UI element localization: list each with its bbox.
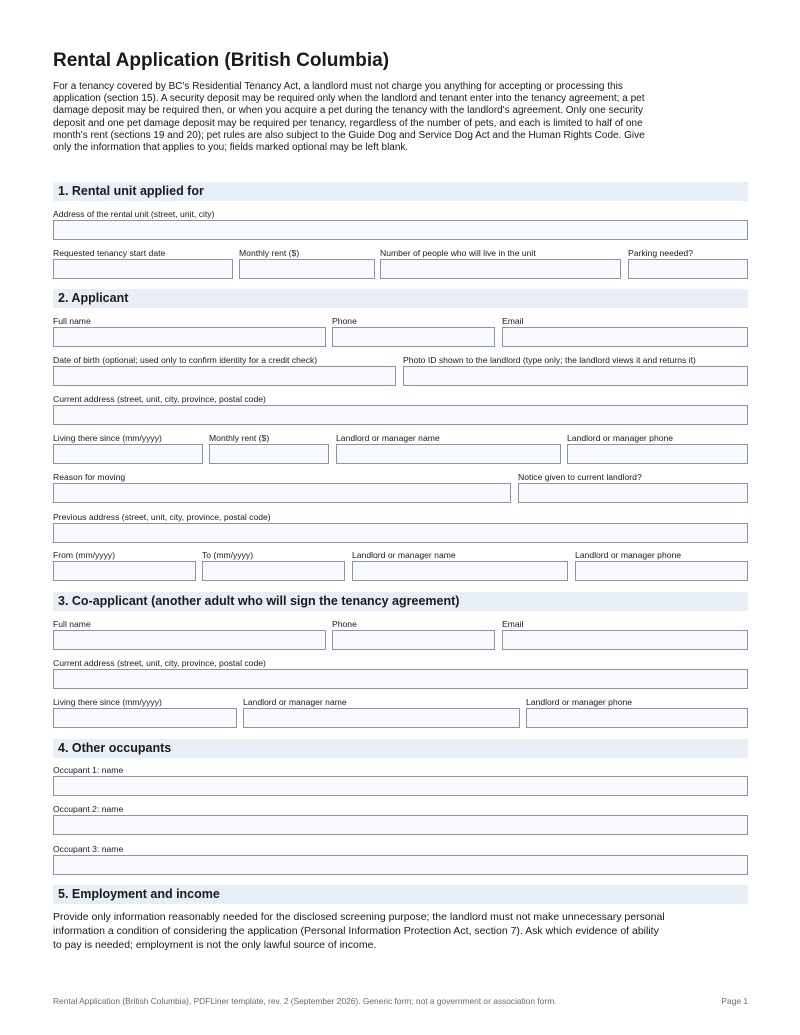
coapplicant-landlord-name-input[interactable] [243,708,520,728]
applicant-phone-field [332,316,495,347]
coapplicant-landlord-name-field [243,697,520,728]
num-people-label: Number of people who will live in the unit [380,248,536,258]
coapplicant-name-label: Full name [53,619,91,629]
section-3-header: 3. Co-applicant (another adult who will sign the tenancy agreement) [53,592,748,611]
previous-address-input[interactable] [53,523,748,543]
unit-rent-input[interactable] [239,259,375,279]
occupant-1-field [53,765,748,796]
previous-address-field [53,512,748,543]
photo-id-label: Photo ID shown to the landlord (type only; the landlord views it and returns it) [403,355,696,365]
coapplicant-landlord-phone-input[interactable] [526,708,748,728]
current-address-field [53,394,748,425]
coapplicant-living-since-label: Living there since (mm/yyyy) [53,697,162,707]
current-address-input[interactable] [53,405,748,425]
coapplicant-phone-label: Phone [332,619,357,629]
current-rent-label: Monthly rent ($) [209,433,270,443]
applicant-phone-input[interactable] [332,327,495,347]
rental-address-label: Address of the rental unit (street, unit, city) [53,209,215,219]
dob-input[interactable] [53,366,396,386]
landlord-name-label: Landlord or manager name [336,433,440,443]
prev-landlord-name-field [352,550,568,581]
reason-moving-label: Reason for moving [53,472,126,482]
start-date-input[interactable] [53,259,233,279]
coapplicant-name-input[interactable] [53,630,326,650]
prev-from-label: From (mm/yyyy) [53,550,116,560]
parking-input[interactable] [628,259,748,279]
start-date-field [53,248,233,279]
parking-label: Parking needed? [628,248,693,258]
coapplicant-address-label: Current address (street, unit, city, province, postal code) [53,658,266,668]
dob-label: Date of birth (optional; used only to confirm identity for a credit check) [53,355,318,365]
num-people-input[interactable] [380,259,621,279]
applicant-name-input[interactable] [53,327,326,347]
coapplicant-email-field [502,619,748,650]
coapplicant-landlord-name-label: Landlord or manager name [243,697,347,707]
prev-landlord-phone-label: Landlord or manager phone [575,550,682,560]
applicant-name-field [53,316,326,347]
coapplicant-living-since-field [53,697,237,728]
section-1-header: 1. Rental unit applied for [53,182,748,201]
coapplicant-phone-field [332,619,495,650]
rental-address-field [53,209,748,240]
unit-rent-field [239,248,375,279]
coapplicant-email-label: Email [502,619,524,629]
photo-id-field [403,355,748,386]
prev-landlord-name-input[interactable] [352,561,568,581]
landlord-phone-label: Landlord or manager phone [567,433,674,443]
coapplicant-email-input[interactable] [502,630,748,650]
coapplicant-landlord-phone-field [526,697,748,728]
applicant-email-field [502,316,748,347]
applicant-phone-label: Phone [332,316,357,326]
occupant-1-input[interactable] [53,776,748,796]
footer-note: Rental Application (British Columbia), PDFLiner template, rev. 2 (September 2026). Generic form; not a government or association form. [53,996,557,1006]
section-2-header: 2. Applicant [53,289,748,308]
reason-moving-input[interactable] [53,483,511,503]
coapplicant-living-since-input[interactable] [53,708,237,728]
current-rent-input[interactable] [209,444,329,464]
notice-given-field [518,472,748,503]
notice-given-input[interactable] [518,483,748,503]
rental-address-input[interactable] [53,220,748,240]
section-4-header: 4. Other occupants [53,739,748,758]
coapplicant-address-input[interactable] [53,669,748,689]
coapplicant-address-field [53,658,748,689]
occupant-2-label: Occupant 2: name [53,804,124,814]
coapplicant-name-field [53,619,326,650]
start-date-label: Requested tenancy start date [53,248,166,258]
prev-to-input[interactable] [202,561,345,581]
intro-text: For a tenancy covered by BC's Residential Tenancy Act, a landlord must not charge you anything for accepting or processing this application (section 15). A security deposit may be required only when the landlord and tenant enter into the tenancy agreement; a pet damage deposit may be required then, or when you acquire a pet during the tenancy with the landlord's agreement. Only one security deposit and one pet damage deposit may be required per tenancy, regardless of the number of pets, and each is limited to half of one month's rent (sections 19 and 20); pet rules are also subject to the Guide Dog and Service Dog Act and the Human Rights Code. Give only the information that applies to you; fields marked optional may be left blank. [53,81,645,154]
occupant-3-label: Occupant 3: name [53,844,124,854]
page-title: Rental Application (British Columbia) [53,50,390,71]
occupant-1-label: Occupant 1: name [53,765,124,775]
landlord-name-field [336,433,561,464]
reason-moving-field [53,472,511,503]
employment-text: Provide only information reasonably needed for the disclosed screening purpose; the landlord must not make unnecessary personal information a condition of considering the application (Personal Information Protection Act, section 7). Ask which evidence of ability to pay is needed; employment is not the only lawful source of income. [53,911,665,951]
photo-id-input[interactable] [403,366,748,386]
dob-field [53,355,396,386]
previous-address-label: Previous address (street, unit, city, province, postal code) [53,512,271,522]
applicant-email-input[interactable] [502,327,748,347]
prev-to-label: To (mm/yyyy) [202,550,254,560]
applicant-email-label: Email [502,316,524,326]
prev-from-input[interactable] [53,561,196,581]
landlord-phone-input[interactable] [567,444,748,464]
current-address-label: Current address (street, unit, city, province, postal code) [53,394,266,404]
prev-landlord-phone-input[interactable] [575,561,748,581]
current-rent-field [209,433,329,464]
unit-rent-label: Monthly rent ($) [239,248,300,258]
landlord-name-input[interactable] [336,444,561,464]
living-since-input[interactable] [53,444,203,464]
prev-to-field [202,550,345,581]
living-since-label: Living there since (mm/yyyy) [53,433,162,443]
occupant-2-field [53,804,748,835]
occupant-2-input[interactable] [53,815,748,835]
applicant-name-label: Full name [53,316,91,326]
section-5-header: 5. Employment and income [53,885,748,904]
coapplicant-phone-input[interactable] [332,630,495,650]
living-since-field [53,433,203,464]
page-number: Page 1 [721,996,748,1006]
landlord-phone-field [567,433,748,464]
prev-landlord-name-label: Landlord or manager name [352,550,456,560]
prev-from-field [53,550,196,581]
coapplicant-landlord-phone-label: Landlord or manager phone [526,697,633,707]
occupant-3-field [53,844,748,875]
prev-landlord-phone-field [575,550,748,581]
parking-field [628,248,748,279]
occupant-3-input[interactable] [53,855,748,875]
notice-given-label: Notice given to current landlord? [518,472,642,482]
num-people-field [380,248,621,279]
